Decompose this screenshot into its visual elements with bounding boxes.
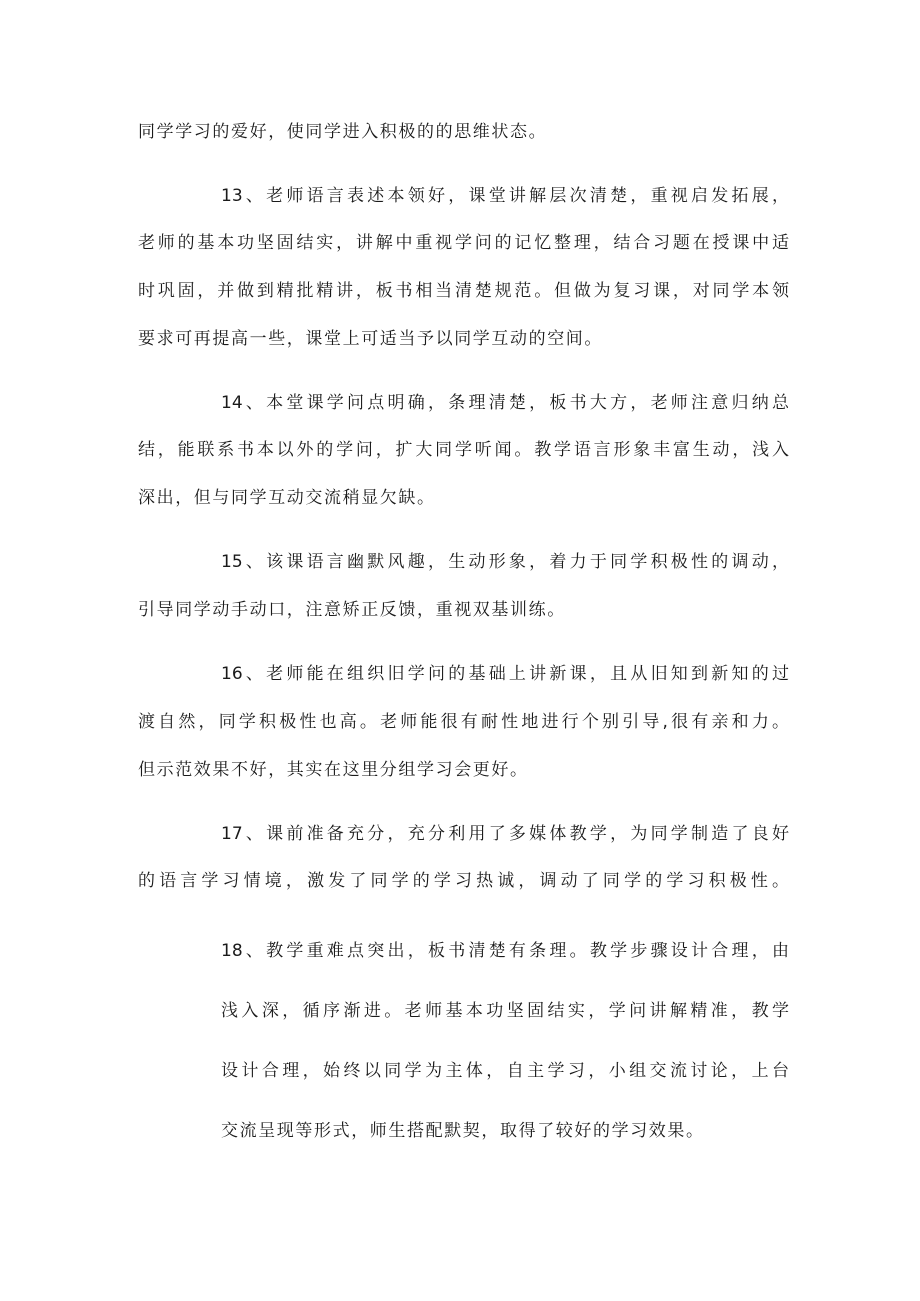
paragraph-line: 引导同学动手动口，注意矫正反馈，重视双基训练。 [138,600,566,620]
paragraph-line: 深出，但与同学互动交流稍显欠缺。 [138,488,436,508]
paragraph-line: 结，能联系书本以外的学问，扩大同学听闻。教学语言形象丰富生动，浅入 [138,440,789,460]
paragraph-line: 14、本堂课学问点明确，条理清楚，板书大方，老师注意归纳总 [221,393,789,413]
paragraph-line: 交流呈现等形式，师生搭配默契，取得了较好的学习效果。 [221,1121,705,1141]
paragraph-line: 但示范效果不好，其实在这里分组学习会更好。 [138,760,529,780]
paragraph-line: 渡自然，同学积极性也高。老师能很有耐性地进行个别引导,很有亲和力。 [138,712,789,732]
paragraph-line: 17、课前准备充分，充分利用了多媒体教学，为同学制造了良好 [221,824,789,844]
paragraph-line: 13、老师语言表述本领好，课堂讲解层次清楚，重视启发拓展， [221,186,789,206]
paragraph-line: 同学学习的爱好，使同学进入积极的的思维状态。 [138,122,548,142]
paragraph-line: 16、老师能在组织旧学问的基础上讲新课，且从旧知到新知的过 [221,664,789,684]
paragraph-line: 老师的基本功坚固结实，讲解中重视学问的记忆整理，结合习题在授课中适 [138,233,789,253]
paragraph-line: 浅入深，循序渐进。老师基本功坚固结实，学问讲解精准，教学 [221,1001,789,1021]
paragraph-line: 时巩固，并做到精批精讲，板书相当清楚规范。但做为复习课，对同学本领 [138,281,789,301]
paragraph-line: 18、教学重难点突出，板书清楚有条理。教学步骤设计合理，由 [221,941,789,961]
paragraph-line: 设计合理，始终以同学为主体，自主学习，小组交流讨论，上台 [221,1061,789,1081]
paragraph-line: 的语言学习情境，激发了同学的学习热诚，调动了同学的学习积极性。 [138,871,789,891]
paragraph-line: 要求可再提高一些，课堂上可适当予以同学互动的空间。 [138,329,603,349]
paragraph-line: 15、该课语言幽默风趣，生动形象，着力于同学积极性的调动， [221,552,789,572]
